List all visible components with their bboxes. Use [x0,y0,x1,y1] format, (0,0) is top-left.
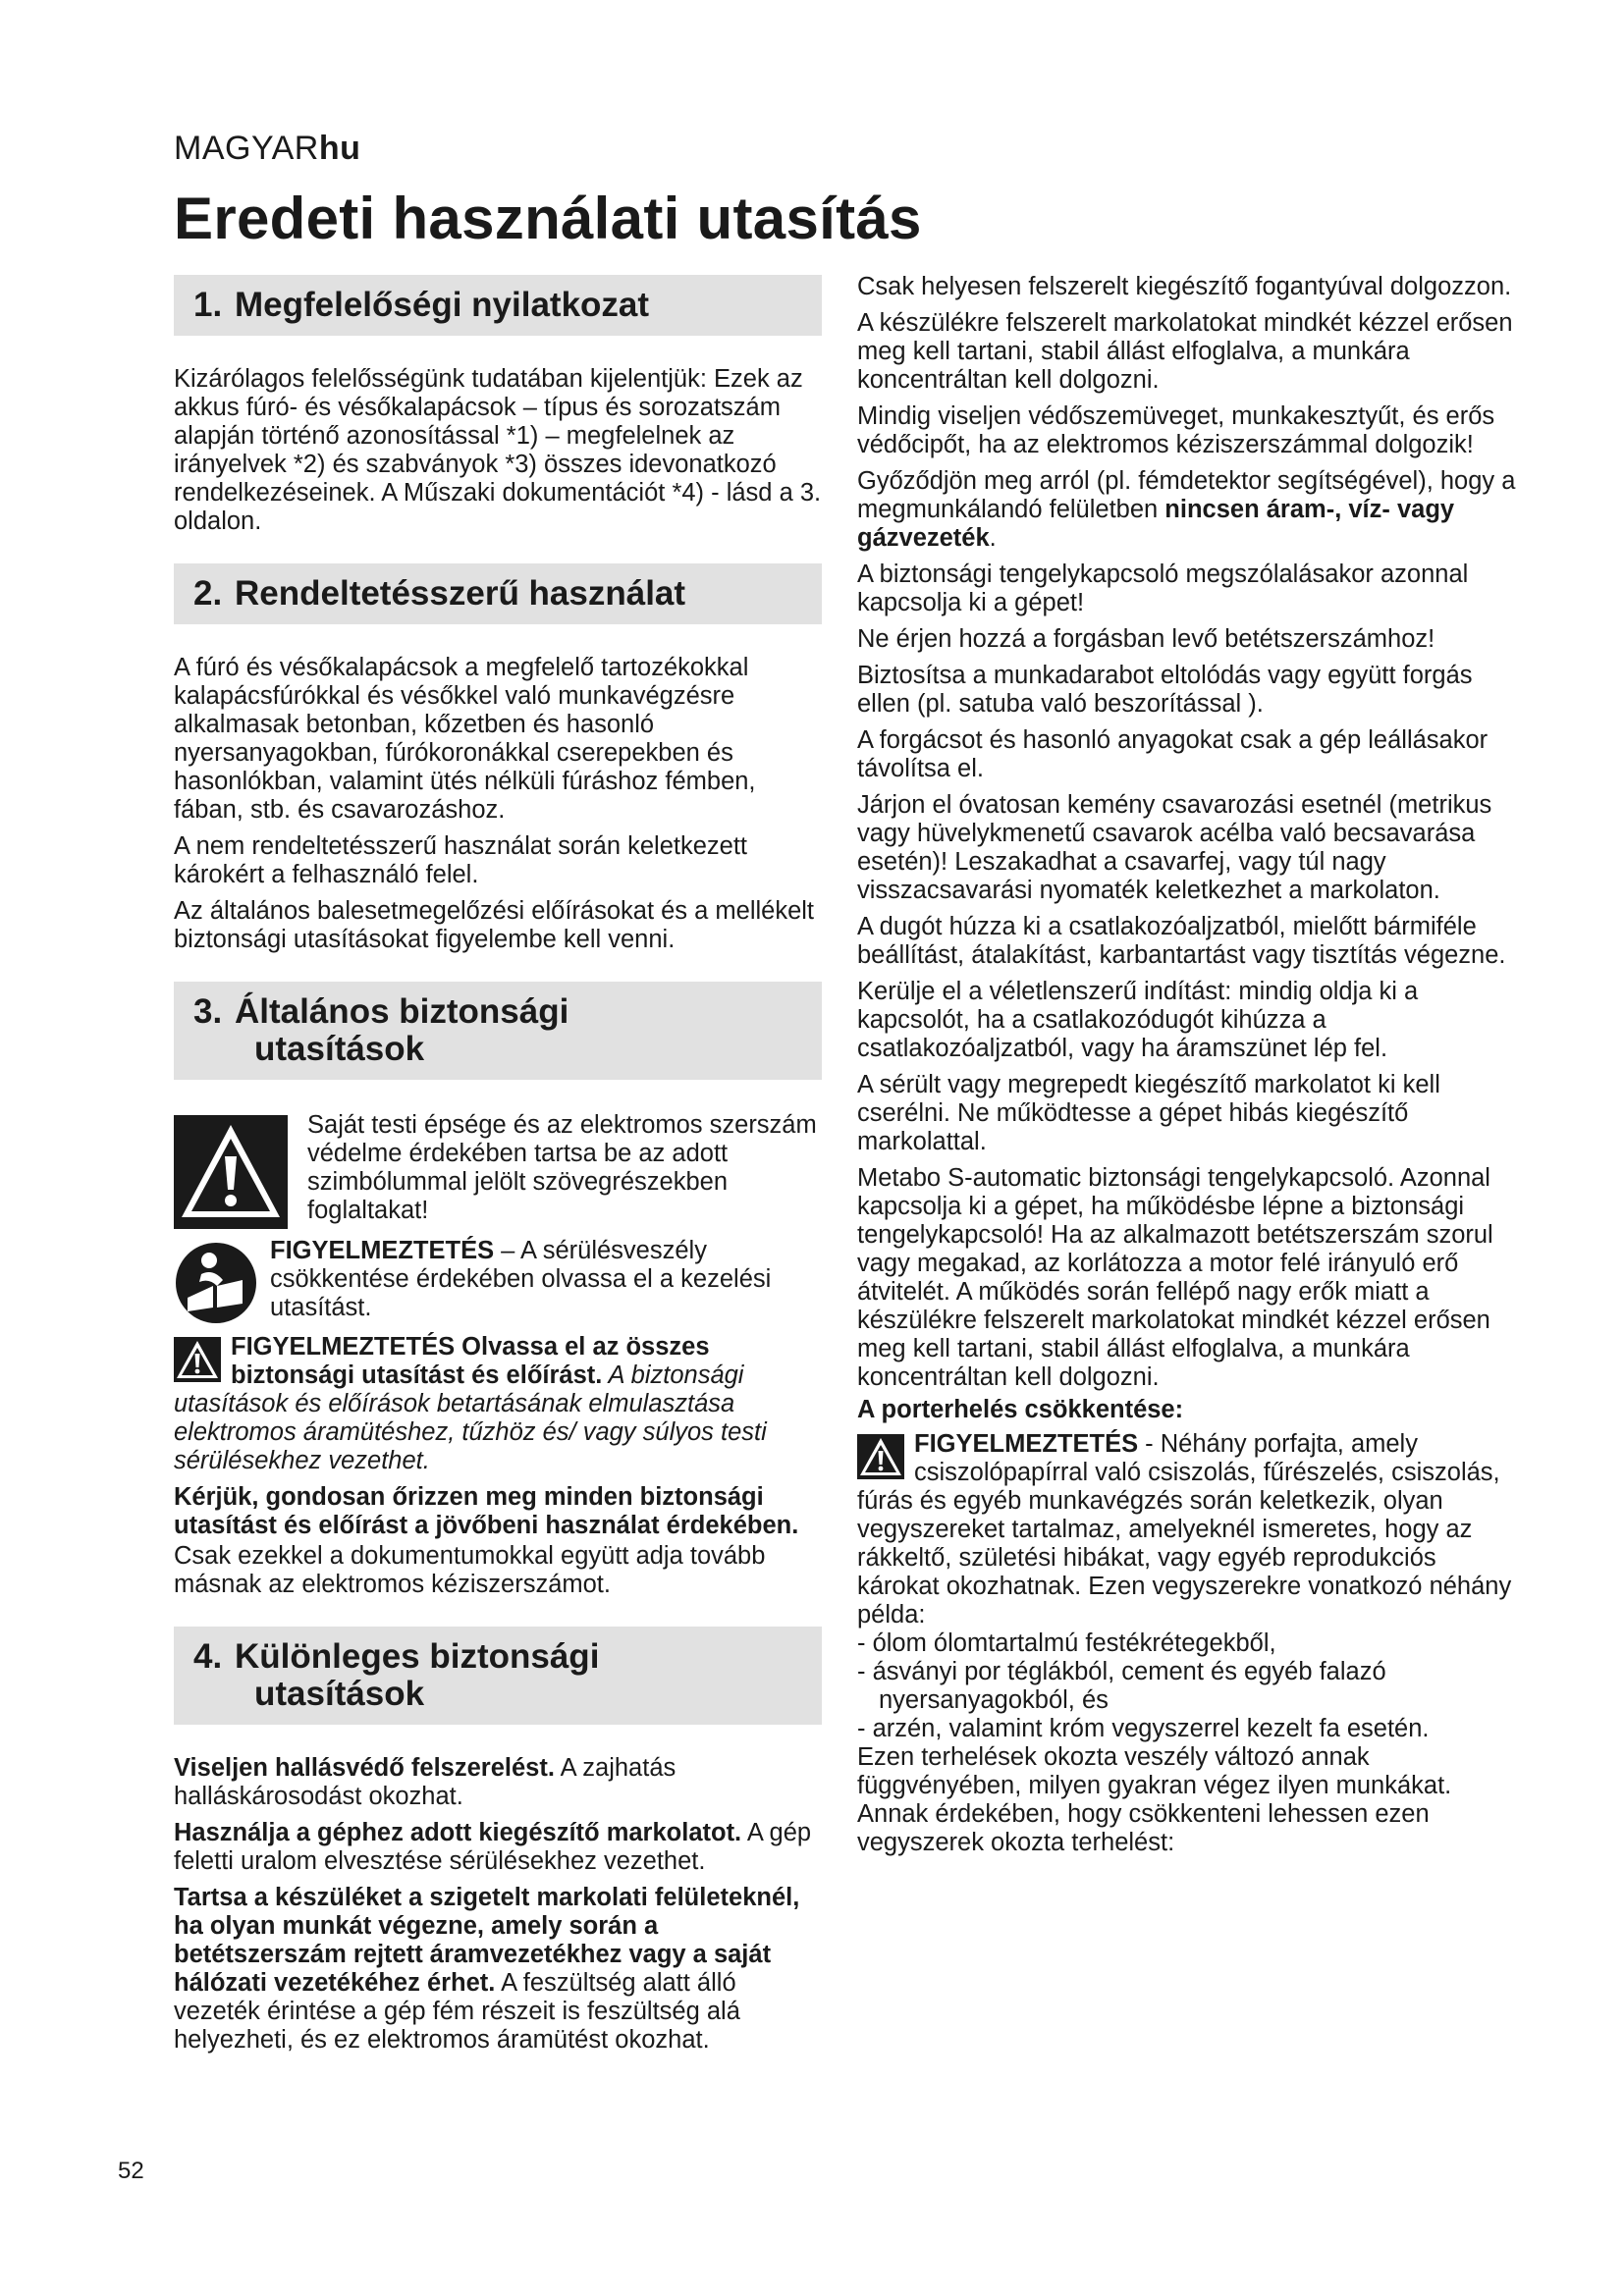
right-paragraph-1: Csak helyesen felszerelt kiegészítő fogantyúval dolgozzon. [857,273,1512,300]
left-column [174,275,822,2062]
language-label [174,130,360,168]
read-manual-message: – A sérülésveszély csökkentése érdekében olvassa el a kezelési utasítást. [270,1237,772,1321]
language-code: hu [318,130,361,167]
section-title: Általános biztonsági [235,992,569,1031]
right-paragraph-13: Metabo S-automatic biztonsági tengelykapcsoló. Azonnal kapcsolja ki a gépet, ha működésbe lépne a biztonsági tengelykapcsoló! Ha az alkalmazott betétszerszám szorul vagy megakad, az korlátozza a motor felé irányuló erő átvitelét. A működés során fellépő nagy erők miatt a készülékre felszerelt markolatokat mindkét kézzel erősen meg kell tartani, stabil állást elfoglalva, a munkára koncentráltan kell dolgozni. [857,1164,1493,1391]
right-paragraph-5: A biztonsági tengelykapcsoló megszólalásakor azonnal kapcsolja ki a gépet! [857,561,1469,616]
warning-triangle-icon [857,1434,904,1479]
insulated-grip-paragraph [174,1884,822,2055]
intended-use-paragraph: A fúró és vésőkalapácsok a megfelelő tartozékokkal kalapácsfúrókkal és vésőkkel való munkavégzésre alkalmasak betonban, kőzetben és hasonló nyersanyagokban, fúrókoronákkal cserepekben és hasonlókban, valamint ütés nélküli fúráshoz fémben, fában, stb. és csavarozáshoz. [174,654,756,824]
right-paragraph-11: Kerülje el a véletlenszerű indítást: mindig oldja ki a kapcsolót, ha a csatlakozódugót kihúzza a csatlakozóaljzatból, vagy ha áramszünet lép fel. [857,978,1419,1062]
section-title: Különleges biztonsági [235,1637,600,1676]
right-column [857,273,1525,1865]
accident-prevention-paragraph: Az általános balesetmegelőzési előírásokat és a mellékelt biztonsági utasításokat figyelembe kell venni. [174,897,815,953]
period: . [989,524,997,552]
section-2-heading [174,563,822,624]
keep-instructions-bold: Kérjük, gondosan őrizzen meg minden biztonsági utasítást és előírást a jövőbeni használat érdekében. [174,1483,799,1539]
right-paragraph-9: Járjon el óvatosan kemény csavarozási esetnél (metrikus vagy hüvelykmenetű csavarok acélba való becsavarása esetén)! Leszakadhat a csavarfej, vagy túl nagy visszacsavarási nyomaték keletkezhet a markolaton. [857,791,1492,904]
list-item: - ólom ólomtartalmú festékrétegekből, [857,1629,1276,1657]
keep-instructions-text: Csak ezekkel a dokumentumokkal együtt adja tovább másnak az elektromos kéziszerszámot. [174,1542,766,1598]
warning-label: FIGYELMEZTETÉS [914,1430,1139,1458]
section-title: Rendeltetésszerű használat [235,574,686,613]
warning-label: FIGYELMEZTETÉS [270,1237,495,1264]
right-paragraph-7: Biztosítsa a munkadarabot eltolódás vagy együtt forgás ellen (pl. satuba való beszorítással ). [857,662,1473,718]
section-title-line2: utasítások [254,1675,425,1713]
read-all-warning-bold: FIGYELMEZTETÉS Olvassa el az összes biztonsági utasítást és előírást. [231,1333,710,1389]
right-paragraph-12: A sérült vagy megrepedt kiegészítő markolatot ki kell cserélni. Ne működtesse a gépet hibás kiegészítő markolattal. [857,1071,1440,1155]
hearing-protection-text: A zajhatás halláskárosodást okozhat. [174,1754,677,1810]
auxiliary-handle-text: A gép feletti uralom elvesztése sérülésekhez vezethet. [174,1819,812,1875]
auxiliary-handle-paragraph [174,1819,822,1876]
general-warning-text: Saját testi épsége és az elektromos szerszám védelme érdekében tartsa be az adott szimbólummal jelölt szövegrészekben foglaltakat! [307,1111,817,1224]
right-paragraph-10: A dugót húzza ki a csatlakozóaljzatból, mielőtt bármiféle beállítást, átalakítást, karbantartást vagy tisztítás végezne. [857,913,1506,969]
liability-paragraph: A nem rendeltetésszerű használat során keletkezett károkért a felhasználó felel. [174,832,747,888]
language-name: MAGYAR [174,130,319,167]
section-3-heading [174,982,822,1080]
right-paragraph-2: A készülékre felszerelt markolatokat mindkét kézzel erősen meg kell tartani, stabil állást elfoglalva, a munkára koncentráltan kell dolgozni. [857,309,1513,394]
read-manual-text [270,1237,822,1322]
dust-warning-text: - Néhány porfajta, amely csiszolópapírral való csiszolás, fűrészelés, csiszolás, fúrás és egyéb munkavégzés során keletkezik, olyan vegyszereket tartalmaz, amelyeknél ismeretes, hogy az rákkeltő, születési hibákat, vagy egyéb reprodukciós károkat okozhatnak. Ezen vegyszerekre vonatkozó néhány példa: [857,1430,1512,1629]
no-cables-bold: nincsen áram-, víz- vagy gázvezeték [857,496,1455,552]
list-item: - arzén, valamint króm vegyszerrel kezelt fa esetén. [857,1715,1430,1742]
declaration-paragraph: Kizárólagos felelősségünk tudatában kijelentjük: Ezek az akkus fúró- és vésőkalapácsok – típus és sorozatszám alapján történő azonosítással *1) – megfelelnek az irányelvek *2) és szabványok *3) összes idevonatkozó rendelkezéseinek. A Műszaki dokumentációt *4) - lásd a 3. oldalon. [174,365,822,535]
warning-triangle-icon [174,1115,288,1229]
right-paragraph-6: Ne érjen hozzá a forgásban levő betétszerszámhoz! [857,625,1435,653]
read-all-warning [174,1333,822,1475]
detector-text: Győződjön meg arról (pl. fémdetektor segítségével), hogy a megmunkálandó felületben [857,467,1516,523]
right-paragraph-4 [857,467,1525,553]
right-paragraph-3: Mindig viseljen védőszemüveget, munkakesztyűt, és erős védőcipőt, ha az elektromos kéziszerszámmal dolgozik! [857,402,1495,458]
section-number: 3. [193,992,223,1031]
right-paragraph-14: Ezen terhelések okozta veszély változó annak függvényében, milyen gyakran végez ilyen munkákat. Annak érdekében, hogy csökkenteni lehessen ezen vegyszerek okozta terhelést: [857,1743,1452,1856]
dust-heading: A porterhelés csökkentése: [857,1396,1184,1423]
section-4-heading [174,1627,822,1725]
read-all-warning-italic: A biztonsági utasítások és előírások betartásának elmulasztása elektromos áramütéshez, tűzhöz és/ vagy súlyos testi sérülésekhez vezethet. [174,1362,767,1474]
section-title: Megfelelőségi nyilatkozat [235,286,650,324]
general-warning [174,1109,822,1229]
chemical-list [857,1629,1525,1743]
page-title: Eredeti használati utasítás [174,186,922,251]
section-title-line2: utasítások [254,1030,425,1068]
section-number: 2. [193,574,223,613]
insulated-grip-text: A feszültség alatt álló vezeték érintése a gép fém részeit is feszültség alá helyezheti, és ez elektromos áramütést okozhat. [174,1969,740,2054]
read-manual-icon [174,1241,258,1325]
hearing-protection-paragraph [174,1754,822,1811]
hearing-protection-bold: Viseljen hallásvédő felszerelést. [174,1754,555,1782]
read-manual-warning [174,1237,822,1325]
dust-warning [857,1430,1525,1629]
right-paragraph-8: A forgácsot és hasonló anyagokat csak a gép leállásakor távolítsa el. [857,726,1489,782]
page-number: 52 [118,2158,144,2184]
auxiliary-handle-bold: Használja a géphez adott kiegészítő markolatot. [174,1819,742,1846]
section-number: 1. [193,286,223,324]
insulated-grip-bold: Tartsa a készüléket a szigetelt markolati felületeknél, ha olyan munkát végezne, amely során a betétszerszám rejtett áramvezetékhez vagy a saját hálózati vezetékéhez érhet. [174,1884,800,1997]
section-number: 4. [193,1637,223,1676]
section-1-heading [174,275,822,336]
list-item: - ásványi por téglákból, cement és egyéb falazó nyersanyagokból, és [857,1658,1386,1714]
warning-triangle-icon [174,1337,221,1382]
